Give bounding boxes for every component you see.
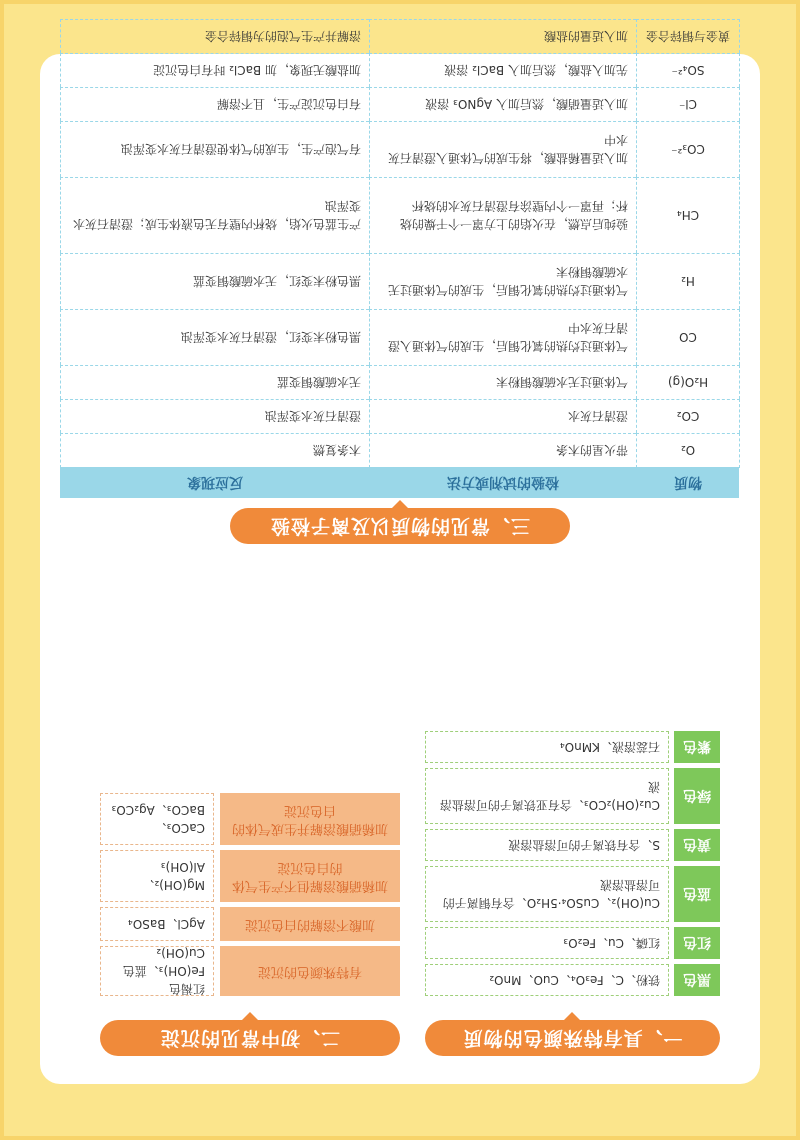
color-tag: 蓝色 bbox=[674, 866, 720, 922]
cell-result: 木条复燃 bbox=[61, 434, 370, 468]
list-item bbox=[425, 927, 720, 959]
precipitate-examples: AgCl、BaSO₄ bbox=[100, 907, 214, 941]
precipitate-list bbox=[100, 788, 400, 996]
cell-substance: H₂ bbox=[637, 254, 740, 310]
table-row bbox=[61, 366, 740, 400]
table-row bbox=[61, 310, 740, 366]
cell-method: 气体通过无水硫酸铜粉末 bbox=[370, 366, 637, 400]
cell-result: 加盐酸无现象，加 BaCl₂ 时有白色沉淀 bbox=[61, 54, 370, 88]
cell-substance: CO₂ bbox=[637, 400, 740, 434]
color-tag: 绿色 bbox=[674, 768, 720, 824]
cell-result: 澄清石灰水变浑浊 bbox=[61, 400, 370, 434]
table-row bbox=[61, 254, 740, 310]
list-item bbox=[100, 907, 400, 941]
color-text: Cu(OH)₂、CuSO₄·5H₂O、含有铜离子的可溶盐溶液 bbox=[425, 866, 669, 922]
list-item bbox=[425, 829, 720, 861]
cell-method: 气体通过灼热的氧化铜后，生成的气体通入澄清石灰水中 bbox=[370, 310, 637, 366]
cell-result: 黑色粉末变红，无水硫酸铜变蓝 bbox=[61, 254, 370, 310]
cell-method: 加入适量硝酸，然后加入 AgNO₃ 溶液 bbox=[370, 88, 637, 122]
cell-result: 黑色粉末变红，澄清石灰水变浑浊 bbox=[61, 310, 370, 366]
color-tag: 紫色 bbox=[674, 731, 720, 763]
list-item bbox=[425, 768, 720, 824]
cell-method: 带火星的木条 bbox=[370, 434, 637, 468]
list-item bbox=[425, 731, 720, 763]
list-item bbox=[100, 793, 400, 845]
cell-result: 有气泡产生，生成的气体使澄清石灰水变浑浊 bbox=[61, 122, 370, 178]
list-item bbox=[425, 964, 720, 996]
list-item bbox=[425, 866, 720, 922]
color-tag: 黑色 bbox=[674, 964, 720, 996]
table-row bbox=[61, 54, 740, 88]
color-tag: 黄色 bbox=[674, 829, 720, 861]
section2-title: 二、初中常见的沉淀 bbox=[100, 1020, 400, 1056]
precipitate-examples: CaCO₃、BaCO₃、Ag₂CO₃ bbox=[100, 793, 214, 845]
cell-substance: CO₃²⁻ bbox=[637, 122, 740, 178]
precipitate-type: 加稀硝酸溶解并生成气体的白色沉淀 bbox=[220, 793, 400, 845]
header-result: 反应现象 bbox=[61, 468, 370, 499]
cell-substance: Cl⁻ bbox=[637, 88, 740, 122]
test-table bbox=[60, 19, 740, 498]
precipitate-examples: 红褐色 Fe(OH)₃、蓝色 Cu(OH)₂ bbox=[100, 946, 214, 996]
content-card bbox=[40, 29, 760, 1084]
precipitate-type: 加稀硝酸溶解但不产生气体的白色沉淀 bbox=[220, 850, 400, 902]
cell-method: 验纯后点燃，在火焰的上方罩一个干燥的烧杯；再罩一个内壁涂有澄清石灰水的烧杯 bbox=[370, 178, 637, 254]
table-row bbox=[61, 178, 740, 254]
cell-result: 无水硫酸铜变蓝 bbox=[61, 366, 370, 400]
table-row bbox=[61, 122, 740, 178]
section1-title: 一、具有特殊颜色的物质 bbox=[425, 1020, 720, 1056]
header-method: 检验的试剂或方法 bbox=[370, 468, 637, 499]
list-item bbox=[100, 946, 400, 996]
table-row bbox=[61, 88, 740, 122]
cell-substance: SO₄²⁻ bbox=[637, 54, 740, 88]
table-row bbox=[61, 434, 740, 468]
cell-method: 澄清石灰水 bbox=[370, 400, 637, 434]
cell-substance: O₂ bbox=[637, 434, 740, 468]
color-tag: 红色 bbox=[674, 927, 720, 959]
precipitate-examples: Mg(OH)₂、Al(OH)₃ bbox=[100, 850, 214, 902]
cell-method: 气体通过灼热的氧化铜后，生成的气体通过无水硫酸铜粉末 bbox=[370, 254, 637, 310]
cell-method: 加入适量稀盐酸，将生成的气体通入澄清石灰水中 bbox=[370, 122, 637, 178]
cell-substance: CO bbox=[637, 310, 740, 366]
cell-method: 加入适量的盐酸 bbox=[370, 20, 637, 54]
color-text: 铁粉、C、Fe₃O₄、CuO、MnO₂ bbox=[425, 964, 669, 996]
table-header-row bbox=[61, 468, 740, 499]
cell-substance: H₂O(g) bbox=[637, 366, 740, 400]
cell-result: 有白色沉淀产生，且不溶解 bbox=[61, 88, 370, 122]
color-text: Cu₂(OH)₂CO₃、含有亚铁离子的可溶盐溶液 bbox=[425, 768, 669, 824]
list-item bbox=[100, 850, 400, 902]
color-list bbox=[425, 726, 720, 996]
color-text: 红磷、Cu、Fe₂O₃ bbox=[425, 927, 669, 959]
cell-method: 先加入盐酸，然后加入 BaCl₂ 溶液 bbox=[370, 54, 637, 88]
header-substance: 物质 bbox=[637, 468, 740, 499]
cell-result: 产生蓝色火焰，烧杯内壁有无色液体生成；澄清石灰水变浑浊 bbox=[61, 178, 370, 254]
color-text: S、含有铁离子的可溶盐溶液 bbox=[425, 829, 669, 861]
precipitate-type: 有特殊颜色的沉淀 bbox=[220, 946, 400, 996]
table-row bbox=[61, 20, 740, 54]
test-table-wrap bbox=[60, 19, 740, 498]
cell-substance: 黄金与铜锌合金 bbox=[637, 20, 740, 54]
cell-substance: CH₄ bbox=[637, 178, 740, 254]
cell-result: 溶解并产生气泡的为铜锌合金 bbox=[61, 20, 370, 54]
table-row bbox=[61, 400, 740, 434]
color-text: 石蕊溶液、KMnO₄ bbox=[425, 731, 669, 763]
precipitate-type: 加酸不溶解的白色沉淀 bbox=[220, 907, 400, 941]
section3-title: 三、常见的物质以及离子检验 bbox=[230, 508, 570, 544]
